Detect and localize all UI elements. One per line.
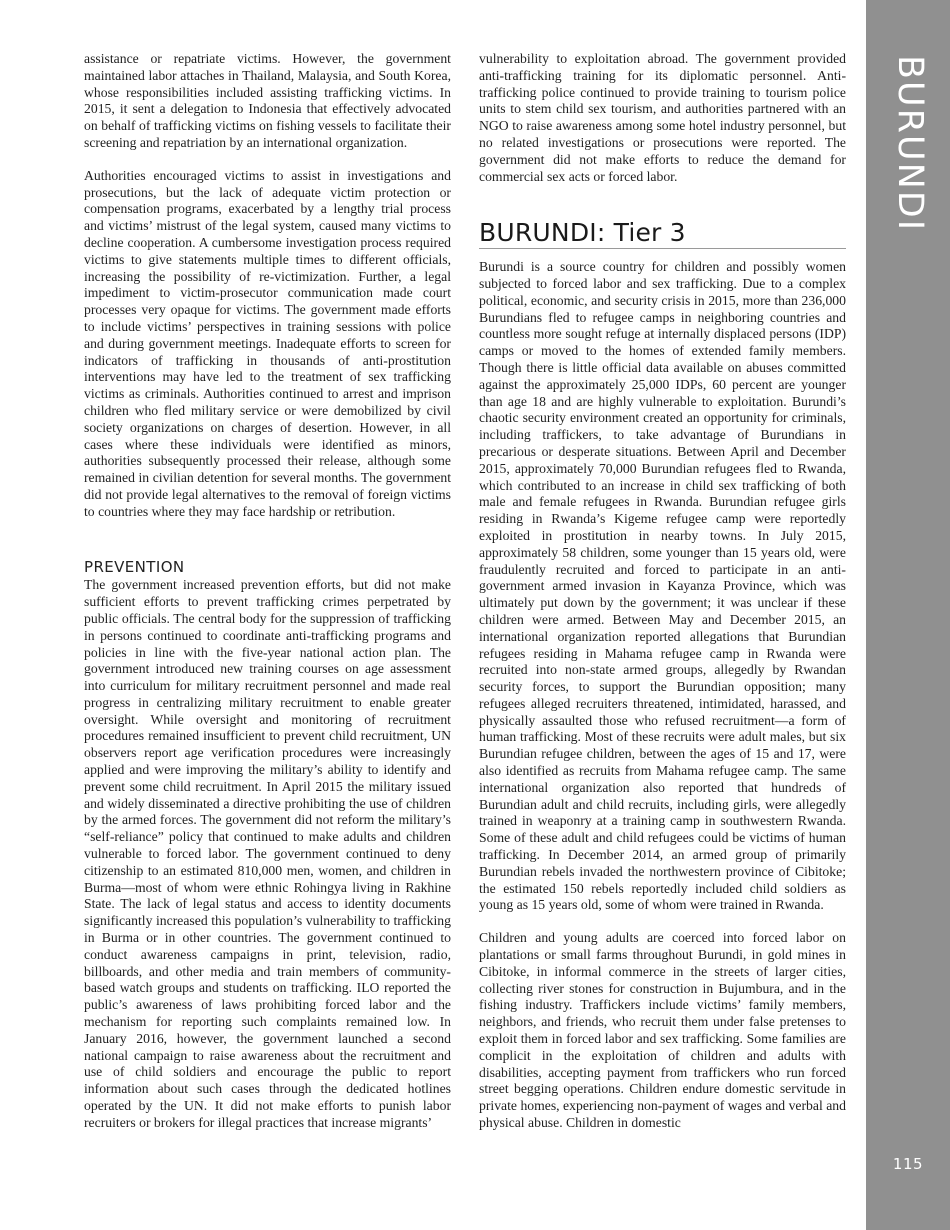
country-tier-heading: BURUNDI: Tier 3 [479,225,846,249]
body-paragraph: assistance or repatriate victims. However, the government maintained labor attaches in Thailand, Malaysia, and South Korea, whose responsibilities included assisting trafficking victims. In 2015, it sent a delegation to Indonesia that effectively advocated on behalf of trafficking victims on fishing vessels to facilitate their screening and repatriation by an international organization. [84,51,451,150]
body-paragraph: Burundi is a source country for children and possibly women subjected to forced labor and sex trafficking. Due to a complex political, economic, and security crisis in 2015, more than 236,000 Burundians fled to refugee camps in neighboring countries and countless more sought refuge at internally displaced persons (IDP) camps or moved to the homes of extended family members. Though there is little official data available on abuses committed against the approximately 25,000 IDPs, 60 percent are younger than age 18 and are highly vulnerable to exploitation. Burundi’s chaotic security environment created an opportunity for criminals, including traffickers, to take advantage of Burundians in precarious or desperate situations. Between April and December 2015, approximately 70,000 Burundian refugees fled to Rwanda, which contributed to an increase in child sex trafficking of both male and female refugees in Rwanda. Burundian refugee girls residing in Rwanda’s Kigeme refugee camp were reportedly exploited in prostitution in nearby towns. In July 2015, approximately 58 children, some younger than 15 years old, were fraudulently recruited and forced to participate in an anti-government armed invasion in Kayanza Province, which was ultimately put down by the government; it was unclear if these children were armed. Between May and December 2015, an international organization reported allegations that Burundian refugees residing in Mahama refugee camp in Rwanda were recruited into non-state armed groups, allegedly by Rwandan security forces, to support the Burundian opposition; many refugees alleged recruiters threatened, intimidated, harassed, and physically assaulted those who refused recruitment—a form of human trafficking. Most of these recruits were adult males, but six Burundian refugee children, between the ages of 15 and 17, were also identified as recruits from Mahama refugee camp. The same international organization also reported that hundreds of Burundian adult and child recruits, including girls, were allegedly trained in weaponry at a training camp in southwestern Rwanda. Some of these adult and child refugees could be victims of human trafficking. In December 2014, an armed group of primarily Burundian rebels invaded the northwestern province of Cibitoke; the estimated 150 rebels reportedly included child soldiers as young as 15 years old, some of whom were trained in Rwanda. [479,259,846,913]
body-paragraph: Children and young adults are coerced into forced labor on plantations or small farms throughout Burundi, in gold mines in Cibitoke, in informal commerce in the streets of larger cities, collecting river stones for construction in Bujumbura, and in the fishing industry. Traffickers include victims’ family members, neighbors, and friends, who recruit them under false pretenses to exploit them in forced labor and sex trafficking. Some families are complicit in the exploitation of children and adults with disabilities, accepting payment from traffickers who run forced street begging operations. Children endure domestic servitude in private homes, experiencing non-payment of wages and verbal and physical abuse. Children in domestic [479,930,846,1131]
sidebar-country-label: BURUNDI [890,55,930,233]
prevention-heading: PREVENTION [84,557,185,576]
body-paragraph: The government increased prevention efforts, but did not make sufficient efforts to prevent trafficking crimes perpetrated by public officials. The central body for the suppression of trafficking in persons continued to coordinate anti-trafficking programs and policies in line with the five-year national action plan. The government introduced new training courses on age assessment into curriculum for military recruitment personnel and made real progress in centralizing military recruitment to enable greater oversight. While oversight and monitoring of recruitment procedures remained insufficient to prevent child recruitment, UN observers report age verification procedures were increasingly applied and were improving the military’s ability to identify and prevent some child recruitment. In April 2015 the military issued and widely disseminated a directive prohibiting the use of children by the armed forces. The government did not reform the military’s “self-reliance” policy that continued to make adults and children vulnerable to forced labor. The government continued to deny citizenship to an estimated 810,000 men, women, and children in Burma—most of whom were ethnic Rohingya living in Rakhine State. The lack of legal status and access to identity documents significantly increased this population’s vulnerability to trafficking in Burma or in other countries. The government continued to conduct awareness campaigns in print, television, radio, billboards, and other media and train members of community-based watch groups and students on trafficking. ILO reported the public’s awareness of laws prohibiting forced labor and the mechanism for reporting such complaints remained low. In January 2016, however, the government launched a second national campaign to raise awareness about the recruitment and use of child soldiers and encourage the public to report information about such cases through the dedicated hotlines operated by the UN. It did not make efforts to punish labor recruiters or brokers for illegal practices that increase migrants’ [84,577,451,1130]
body-paragraph: vulnerability to exploitation abroad. The government provided anti-trafficking training for its diplomatic personnel. Anti-trafficking police continued to provide training to tourism police units to stem child sex tourism, and authorities partnered with an NGO to raise awareness among some hotel industry personnel, but no related investigations or prosecutions were reported. The government did not make efforts to reduce the demand for commercial sex acts or forced labor. [479,51,846,184]
page-number: 115 [892,1155,924,1173]
left-column [84,51,451,1148]
right-column [479,51,846,1148]
body-paragraph: Authorities encouraged victims to assist in investigations and prosecutions, but the lack of adequate victim protection or compensation programs, exacerbated by a lengthy trial process and victims’ mistrust of the legal system, caused many victims to decline cooperation. A cumbersome investigation process required victims to give statements multiple times to different officials, increasing the possibility of re-victimization. Further, a legal impediment to victim-prosecutor communication made court processes very opaque for victims. The government made efforts to include victims’ perspectives in training sessions with police and during government meetings. Inadequate efforts to screen for indicators of trafficking in thousands of anti-prostitution interventions may have led to the treatment of sex trafficking victims as criminals. Authorities continued to arrest and imprison children who fled military service or were demobilized by civil society organizations on charges of desertion. However, in all cases where these individuals were identified as minors, authorities subsequently processed their release, although some remained in civilian detention for several months. The government did not provide legal alternatives to the removal of foreign victims to countries where they may face hardship or retribution. [84,167,451,519]
